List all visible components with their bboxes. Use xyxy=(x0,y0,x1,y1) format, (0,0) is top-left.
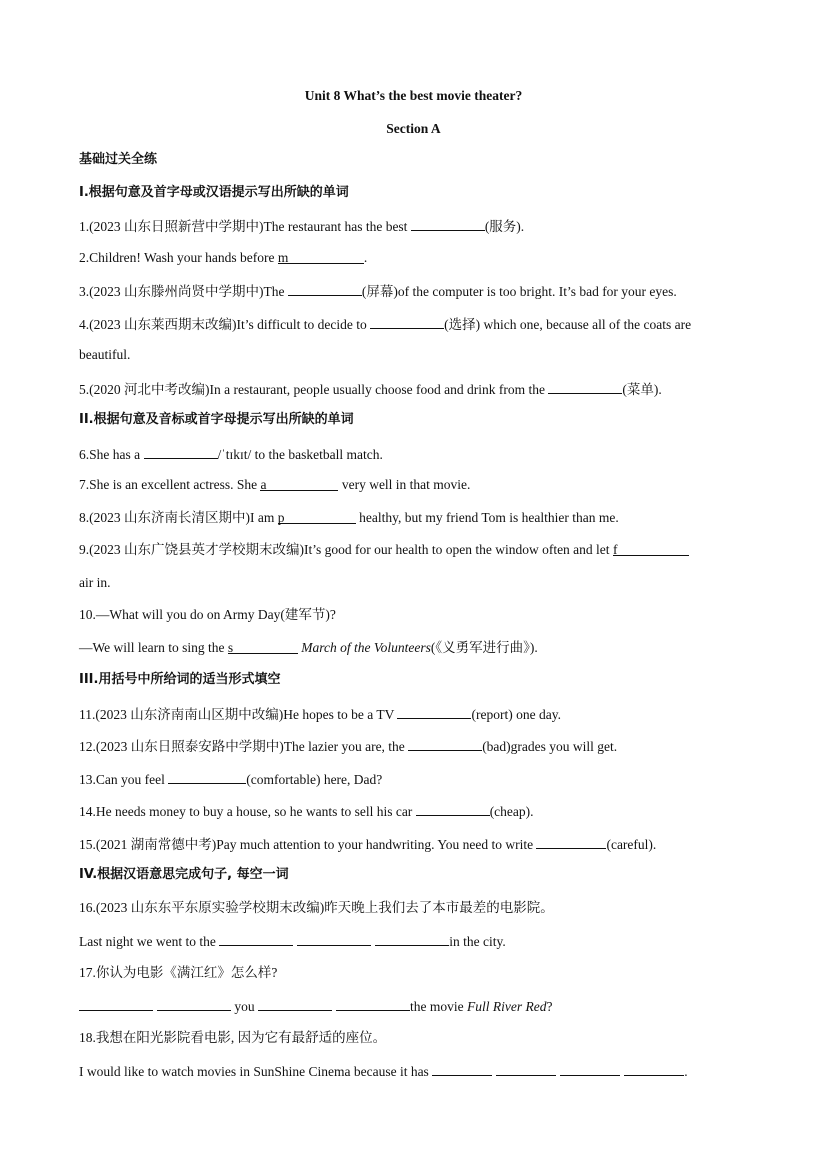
answer-blank[interactable] xyxy=(432,1061,492,1076)
question-4: 4.(2023 山东莱西期末改编)It’s difficult to decide to (选择) which one, because all of the coats are xyxy=(79,314,757,334)
answer-blank[interactable] xyxy=(370,314,444,329)
answer-blank[interactable] xyxy=(260,476,338,491)
question-12: 12.(2023 山东日照泰安路中学期中)The lazier you are, the (bad)grades you will get. xyxy=(79,736,757,756)
question-16: 16.(2023 山东东平东原实验学校期末改编)昨天晚上我们去了本市最差的电影院。 xyxy=(79,900,554,915)
question-8: 8.(2023 山东济南长清区期中)I am p healthy, but my friend Tom is healthier than me. xyxy=(79,510,619,525)
answer-blank[interactable] xyxy=(560,1061,620,1076)
question-16-answer-line: Last night we went to the in the city. xyxy=(79,931,757,951)
answer-blank[interactable] xyxy=(144,444,218,459)
question-9-continued: air in. xyxy=(79,575,111,590)
answer-blank[interactable] xyxy=(79,996,153,1011)
answer-blank[interactable] xyxy=(624,1061,684,1076)
answer-blank[interactable] xyxy=(536,834,606,849)
answer-blank[interactable] xyxy=(228,639,298,654)
page-title: Unit 8 What’s the best movie theater? xyxy=(304,88,523,103)
question-10: 10.—What will you do on Army Day(建军节)? xyxy=(79,607,336,622)
answer-blank[interactable] xyxy=(278,509,356,524)
question-2: 2.Children! Wash your hands before m . xyxy=(79,250,368,265)
question-15: 15.(2021 湖南常德中考)Pay much attention to your handwriting. You need to write (careful). xyxy=(79,834,757,854)
answer-blank[interactable] xyxy=(408,736,482,751)
answer-blank[interactable] xyxy=(397,704,471,719)
first-letter-hint: p xyxy=(277,510,285,525)
part-1-heading: I.根据句意及首字母或汉语提示写出所缺的单词 xyxy=(79,185,349,200)
answer-blank[interactable] xyxy=(297,931,371,946)
question-14: 14.He needs money to buy a house, so he wants to sell his car (cheap). xyxy=(79,801,757,821)
answer-blank[interactable] xyxy=(288,281,362,296)
answer-blank[interactable] xyxy=(411,216,485,231)
first-letter-hint: m xyxy=(277,250,289,265)
question-3: 3.(2023 山东滕州尚贤中学期中)The (屏幕)of the computer is too bright. It’s bad for your eyes. xyxy=(79,281,757,301)
part-4-heading: IV.根据汉语意思完成句子, 每空一词 xyxy=(79,867,289,882)
question-11: 11.(2023 山东济南南山区期中改编)He hopes to be a TV (report) one day. xyxy=(79,704,757,724)
question-17-answer-line: you the movie Full River Red? xyxy=(79,996,757,1016)
part-2-heading: II.根据句意及音标或首字母提示写出所缺的单词 xyxy=(79,412,354,427)
exercise-heading: 基础过关全练 xyxy=(79,152,158,167)
answer-blank[interactable] xyxy=(375,931,449,946)
question-18-answer-line: I would like to watch movies in SunShine Cinema because it has . xyxy=(79,1061,757,1081)
question-10-answer-line: —We will learn to sing the s March of the Volunteers(《义勇军进行曲》). xyxy=(79,640,538,655)
answer-blank[interactable] xyxy=(548,379,622,394)
answer-blank[interactable] xyxy=(168,769,246,784)
question-18: 18.我想在阳光影院看电影, 因为它有最舒适的座位。 xyxy=(79,1030,387,1045)
first-letter-hint: a xyxy=(260,477,267,492)
section-title: Section A xyxy=(386,121,441,136)
answer-blank[interactable] xyxy=(416,801,490,816)
question-7: 7.She is an excellent actress. She a very well in that movie. xyxy=(79,477,471,492)
answer-blank[interactable] xyxy=(336,996,410,1011)
question-5: 5.(2020 河北中考改编)In a restaurant, people usually choose food and drink from the (菜单). xyxy=(79,379,757,399)
question-17: 17.你认为电影《满江红》怎么样? xyxy=(79,965,278,980)
answer-blank[interactable] xyxy=(496,1061,556,1076)
answer-blank[interactable] xyxy=(613,541,689,556)
answer-blank[interactable] xyxy=(219,931,293,946)
question-1: 1.(2023 山东日照新营中学期中)The restaurant has the best (服务). xyxy=(79,216,757,236)
question-4-continued: beautiful. xyxy=(79,347,131,362)
answer-blank[interactable] xyxy=(258,996,332,1011)
question-9: 9.(2023 山东广饶县英才学校期末改编)It’s good for our health to open the window often and let f xyxy=(79,541,757,559)
part-3-heading: III.用括号中所给词的适当形式填空 xyxy=(79,672,281,687)
question-13: 13.Can you feel (comfortable) here, Dad? xyxy=(79,769,757,789)
answer-blank[interactable] xyxy=(157,996,231,1011)
question-6: 6.She has a /ˈtɪkɪt/ to the basketball match. xyxy=(79,444,757,464)
answer-blank[interactable] xyxy=(278,249,364,264)
first-letter-hint: s xyxy=(227,640,234,655)
first-letter-hint: f xyxy=(612,542,618,557)
